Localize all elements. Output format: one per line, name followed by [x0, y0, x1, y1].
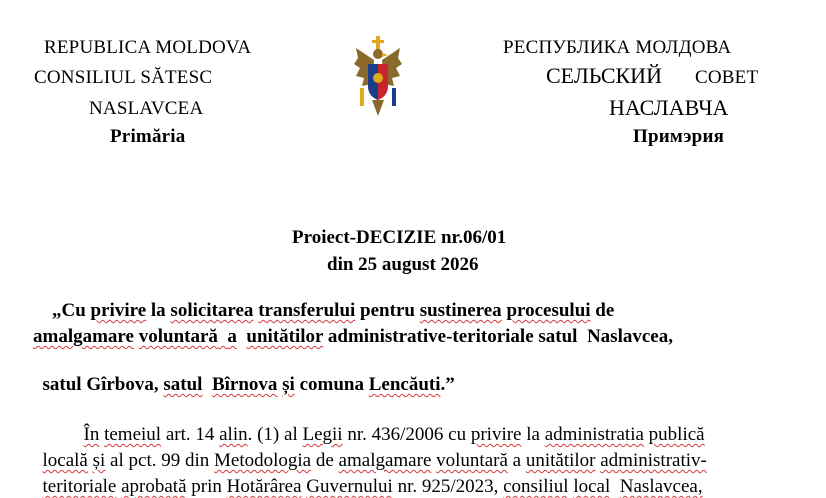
- subject-text: procesului: [506, 300, 591, 321]
- header-left-village: NASLAVCEA: [89, 98, 204, 119]
- paragraph-text: alin: [219, 424, 248, 445]
- subject-text: amalgamare: [33, 326, 134, 347]
- paragraph-text: locală: [42, 450, 88, 471]
- paragraph-text: la: [521, 424, 545, 445]
- header-left-country: REPUBLICA MOLDOVA: [44, 37, 252, 58]
- header-right-council-b: СОВЕТ: [695, 67, 759, 88]
- subject-line-3: [33, 352, 455, 396]
- paragraph-text: art. 14: [161, 424, 220, 445]
- header-right-council-a: СЕЛЬСКИЙ: [546, 63, 662, 88]
- subject-text: de: [590, 300, 615, 321]
- coat-of-arms-icon: [352, 36, 404, 124]
- subject-text: unitătilor: [246, 326, 324, 347]
- paragraph-text: Metodologia: [214, 450, 312, 471]
- subject-text: voluntară: [138, 326, 218, 347]
- subject-text: .”: [440, 374, 455, 395]
- paragraph-text: și: [92, 450, 106, 471]
- paragraph-text: temeiul: [104, 424, 162, 445]
- subject-text: pentru: [355, 300, 420, 321]
- subject-text: satul: [163, 374, 203, 395]
- paragraph-text: Guvernului: [306, 476, 393, 497]
- subject-text: [237, 326, 247, 347]
- paragraph-text: nr. 925/2023,: [392, 476, 504, 497]
- subject-text: a: [227, 326, 237, 347]
- paragraph-text: teritoriale: [42, 476, 117, 497]
- paragraph-text: consiliul: [503, 476, 569, 497]
- subject-text: privire: [90, 300, 147, 321]
- subject-text: comuna: [294, 374, 369, 395]
- subject-text: [218, 326, 228, 347]
- paragraph-text: Naslavcea,: [619, 476, 703, 497]
- decision-title: Proiect-DECIZIE nr.06/01: [292, 227, 507, 248]
- paragraph-text: administratia: [544, 424, 644, 445]
- header-right-mayoralty: Примэрия: [633, 126, 725, 147]
- paragraph-text: [610, 476, 620, 497]
- paragraph-text: administrativ-: [600, 450, 707, 471]
- subject-text: [202, 374, 212, 395]
- paragraph-text: În: [83, 424, 100, 445]
- paragraph-text: . (1) al: [247, 424, 303, 445]
- decision-date: din 25 august 2026: [327, 254, 479, 275]
- header-left-council: CONSILIUL SĂTESC: [34, 67, 213, 88]
- header-right-village: НАСЛАВЧА: [609, 95, 729, 120]
- paragraph-text: privire: [470, 424, 522, 445]
- paragraph-line-3: [33, 454, 703, 498]
- paragraph-text: al pct. 99 din: [105, 450, 214, 471]
- subject-text: la: [146, 300, 171, 321]
- paragraph-text: voluntară: [436, 450, 508, 471]
- paragraph-text: a: [507, 450, 526, 471]
- paragraph-text: local: [573, 476, 611, 497]
- header-left-mayoralty: Primăria: [110, 126, 186, 147]
- paragraph-text: nr. 436/2006 cu: [342, 424, 471, 445]
- subject-text: și: [282, 374, 295, 395]
- subject-line-2: [33, 326, 673, 348]
- paragraph-text: prin: [186, 476, 227, 497]
- paragraph-text: aprobată: [121, 476, 187, 497]
- subject-text: satul Gîrbova,: [42, 374, 164, 395]
- subject-text: administrative-teritoriale satul Naslavcea,: [323, 326, 673, 347]
- paragraph-text: unitătilor: [525, 450, 596, 471]
- subject-text: „Cu: [52, 300, 91, 321]
- subject-text: solicitarea: [170, 300, 254, 321]
- subject-text: transferului: [258, 300, 356, 321]
- paragraph-text: amalgamare: [338, 450, 432, 471]
- paragraph-text: Hotărârea: [226, 476, 302, 497]
- subject-line-1: [52, 300, 614, 322]
- header-right-country: РЕСПУБЛИКА МОЛДОВА: [503, 37, 732, 58]
- subject-text: sustinerea: [419, 300, 502, 321]
- subject-text: Lencăuti: [368, 374, 441, 395]
- subject-text: Bîrnova: [211, 374, 278, 395]
- paragraph-text: publică: [648, 424, 705, 445]
- paragraph-text: de: [311, 450, 339, 471]
- paragraph-text: Legii: [302, 424, 343, 445]
